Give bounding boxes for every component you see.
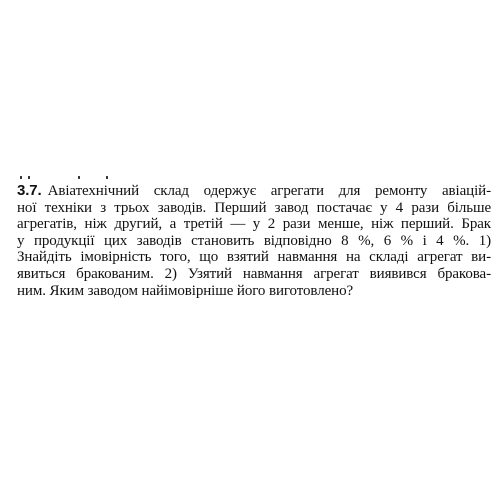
- problem-3-7: [17, 183, 491, 299]
- problem-line-7: ним. Яким заводом найімовірніше його виготовлено?: [17, 282, 354, 299]
- problem-line-4: у продукції цих заводів становить відповідно 8 %, 6 % і 4 %. 1): [17, 232, 491, 249]
- problem-line-3: агрегатів, ніж другий, а третій — у 2 рази менше, ніж перший. Брак: [17, 216, 491, 233]
- problem-line-5: Знайдіть імовірність того, що взятий навмання на складі агрегат ви-: [17, 249, 491, 266]
- problem-line-1-text: Авіатехнічний склад одержує агрегати для ремонту авіацій-: [47, 183, 491, 199]
- problem-line-1: [17, 183, 491, 200]
- problem-number: 3.7.: [17, 182, 42, 199]
- problem-line-2: ної техніки з трьох заводів. Перший завод постачає у 4 рази більше: [17, 199, 491, 216]
- cropped-text-remnant: [18, 176, 108, 180]
- problem-line-6: явиться бракованим. 2) Узятий навмання агрегат виявився бракова-: [17, 265, 491, 282]
